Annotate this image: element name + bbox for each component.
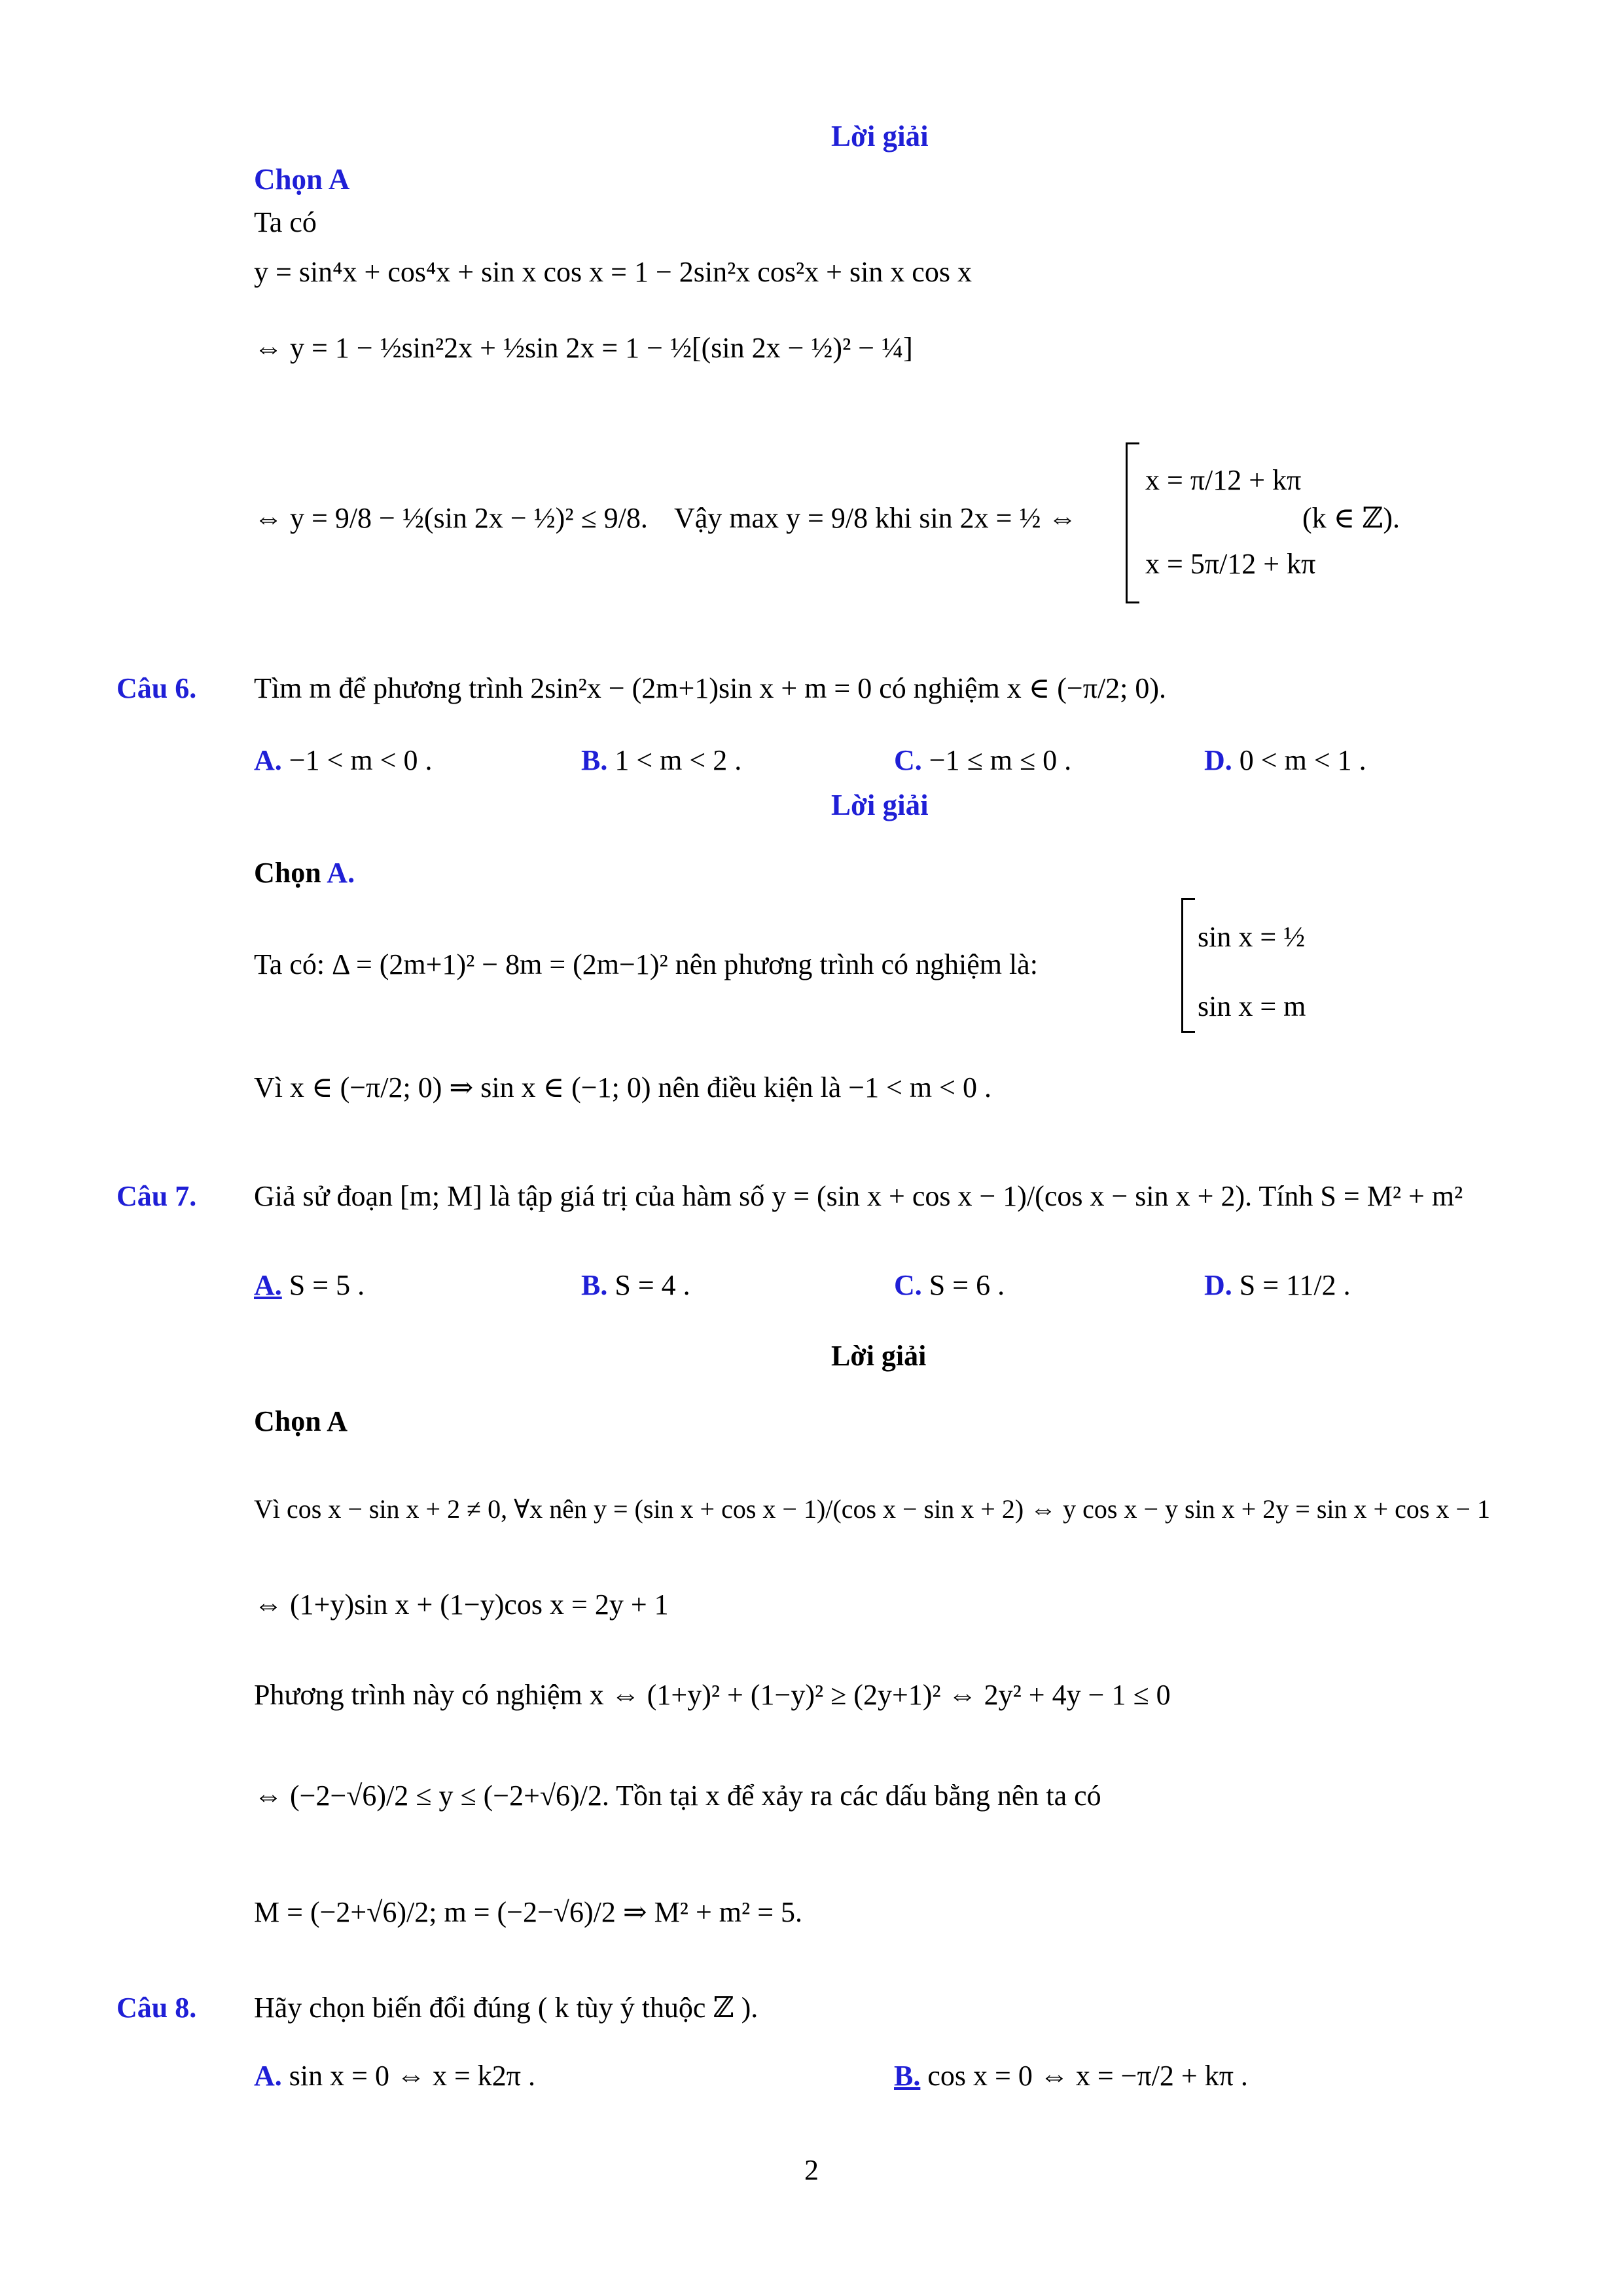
q8-question: Hãy chọn biến đổi đúng ( k tùy ý thuộc ℤ ). [254, 1992, 758, 2024]
q6-question: Tìm m để phương trình 2sin²x − (2m+1)sin x + m = 0 có nghiệm x ∈ (−π/2; 0). [254, 672, 1167, 704]
q6-choose-answer [254, 859, 355, 888]
q5-line-3b: Vậy max y = 9/8 khi sin 2x = ½ ⇔ [674, 502, 1077, 534]
q8-answer-b-text: cos x = 0 ⇔ x = −π/2 + kπ . [927, 2060, 1248, 2092]
q6-solution-bracket [1181, 898, 1195, 1033]
q8-answer-a-text: sin x = 0 ⇔ x = k2π . [289, 2060, 535, 2092]
q7-answer-d-text: S = 11/2 . [1239, 1269, 1351, 1301]
q7-solution-heading: Lời giải [831, 1340, 927, 1372]
q5-line-3a: ⇔ y = 9/8 − ½(sin 2x − ½)² ≤ 9/8. [254, 502, 648, 534]
q7-answer-c[interactable] [894, 1271, 1005, 1300]
q5-intro: Ta có [254, 206, 317, 238]
q6-answer-c-label: C. [894, 744, 922, 776]
q7-answer-c-label: C. [894, 1269, 922, 1301]
q7-choose-answer: Chọn A [254, 1405, 348, 1437]
q6-line-1: Ta có: Δ = (2m+1)² − 8m = (2m−1)² nên phương trình có nghiệm là: [254, 948, 1038, 980]
q7-line-1: Vì cos x − sin x + 2 ≠ 0, ∀x nên y = (sin x + cos x − 1)/(cos x − sin x + 2) ⇔ y cos x − y sin x + 2y = sin x + cos x − 1 [254, 1494, 1490, 1524]
q6-answer-b-text: 1 < m < 2 . [615, 744, 742, 776]
q5-solution-1: x = π/12 + kπ [1145, 464, 1302, 496]
q7-answer-b-text: S = 4 . [615, 1269, 690, 1301]
q5-line-1: y = sin⁴x + cos⁴x + sin x cos x = 1 − 2sin²x cos²x + sin x cos x [254, 256, 972, 288]
q6-line-2: Vì x ∈ (−π/2; 0) ⇒ sin x ∈ (−1; 0) nên điều kiện là −1 < m < 0 . [254, 1071, 991, 1103]
q7-line-2: ⇔ (1+y)sin x + (1−y)cos x = 2y + 1 [254, 1588, 669, 1621]
q6-answer-d[interactable] [1204, 746, 1366, 775]
q5-solution-bracket [1126, 442, 1139, 603]
q7-line-5: M = (−2+√6)/2; m = (−2−√6)/2 ⇒ M² + m² = 5. [254, 1896, 803, 1928]
q7-question: Giả sử đoạn [m; M] là tập giá trị của hàm số y = (sin x + cos x − 1)/(cos x − sin x + 2). Tính S = M² + m² [254, 1180, 1463, 1212]
q6-label: Câu 6. [116, 672, 197, 704]
q8-answer-a-label: A. [254, 2060, 282, 2092]
q6-answer-d-text: 0 < m < 1 . [1239, 744, 1366, 776]
q8-label: Câu 8. [116, 1992, 197, 2024]
q7-label: Câu 7. [116, 1180, 197, 1212]
q5-solution-2: x = 5π/12 + kπ [1145, 548, 1316, 580]
q6-solution-heading: Lời giải [831, 789, 929, 821]
q7-answer-a[interactable] [254, 1271, 365, 1300]
q7-answer-b-label: B. [581, 1269, 608, 1301]
q6-answer-d-label: D. [1204, 744, 1232, 776]
q7-line-3: Phương trình này có nghiệm x ⇔ (1+y)² + (1−y)² ≥ (2y+1)² ⇔ 2y² + 4y − 1 ≤ 0 [254, 1679, 1171, 1711]
q7-answer-b[interactable] [581, 1271, 690, 1300]
q6-choose-word: Chọn [254, 857, 327, 889]
q8-answer-b[interactable] [894, 2062, 1248, 2090]
q5-line-2: ⇔ y = 1 − ½sin²2x + ½sin 2x = 1 − ½[(sin 2x − ½)² − ¼] [254, 332, 913, 364]
q7-answer-d[interactable] [1204, 1271, 1351, 1300]
page-number: 2 [804, 2154, 819, 2186]
q6-answer-a-label: A. [254, 744, 282, 776]
q7-answer-c-text: S = 6 . [929, 1269, 1005, 1301]
q6-answer-c[interactable] [894, 746, 1071, 775]
q7-answer-a-text: S = 5 . [289, 1269, 365, 1301]
q7-line-4: ⇔ (−2−√6)/2 ≤ y ≤ (−2+√6)/2. Tồn tại x để xảy ra các dấu bằng nên ta có [254, 1780, 1101, 1812]
q5-choose-answer: Chọn A [254, 163, 350, 196]
q6-solution-2: sin x = m [1198, 990, 1306, 1022]
q6-choose-letter: A. [327, 857, 355, 889]
q8-answer-a[interactable] [254, 2062, 535, 2090]
q5-solution-heading: Lời giải [831, 120, 929, 152]
q6-answer-a-text: −1 < m < 0 . [289, 744, 433, 776]
q5-line-3c: (k ∈ ℤ). [1302, 502, 1400, 534]
q7-answer-a-label: A. [254, 1269, 282, 1301]
q6-answer-c-text: −1 ≤ m ≤ 0 . [929, 744, 1072, 776]
q6-answer-a[interactable] [254, 746, 432, 775]
q7-answer-d-label: D. [1204, 1269, 1232, 1301]
q6-answer-b[interactable] [581, 746, 741, 775]
q8-answer-b-label: B. [894, 2060, 921, 2092]
q6-answer-b-label: B. [581, 744, 608, 776]
q6-solution-1: sin x = ½ [1198, 921, 1306, 953]
